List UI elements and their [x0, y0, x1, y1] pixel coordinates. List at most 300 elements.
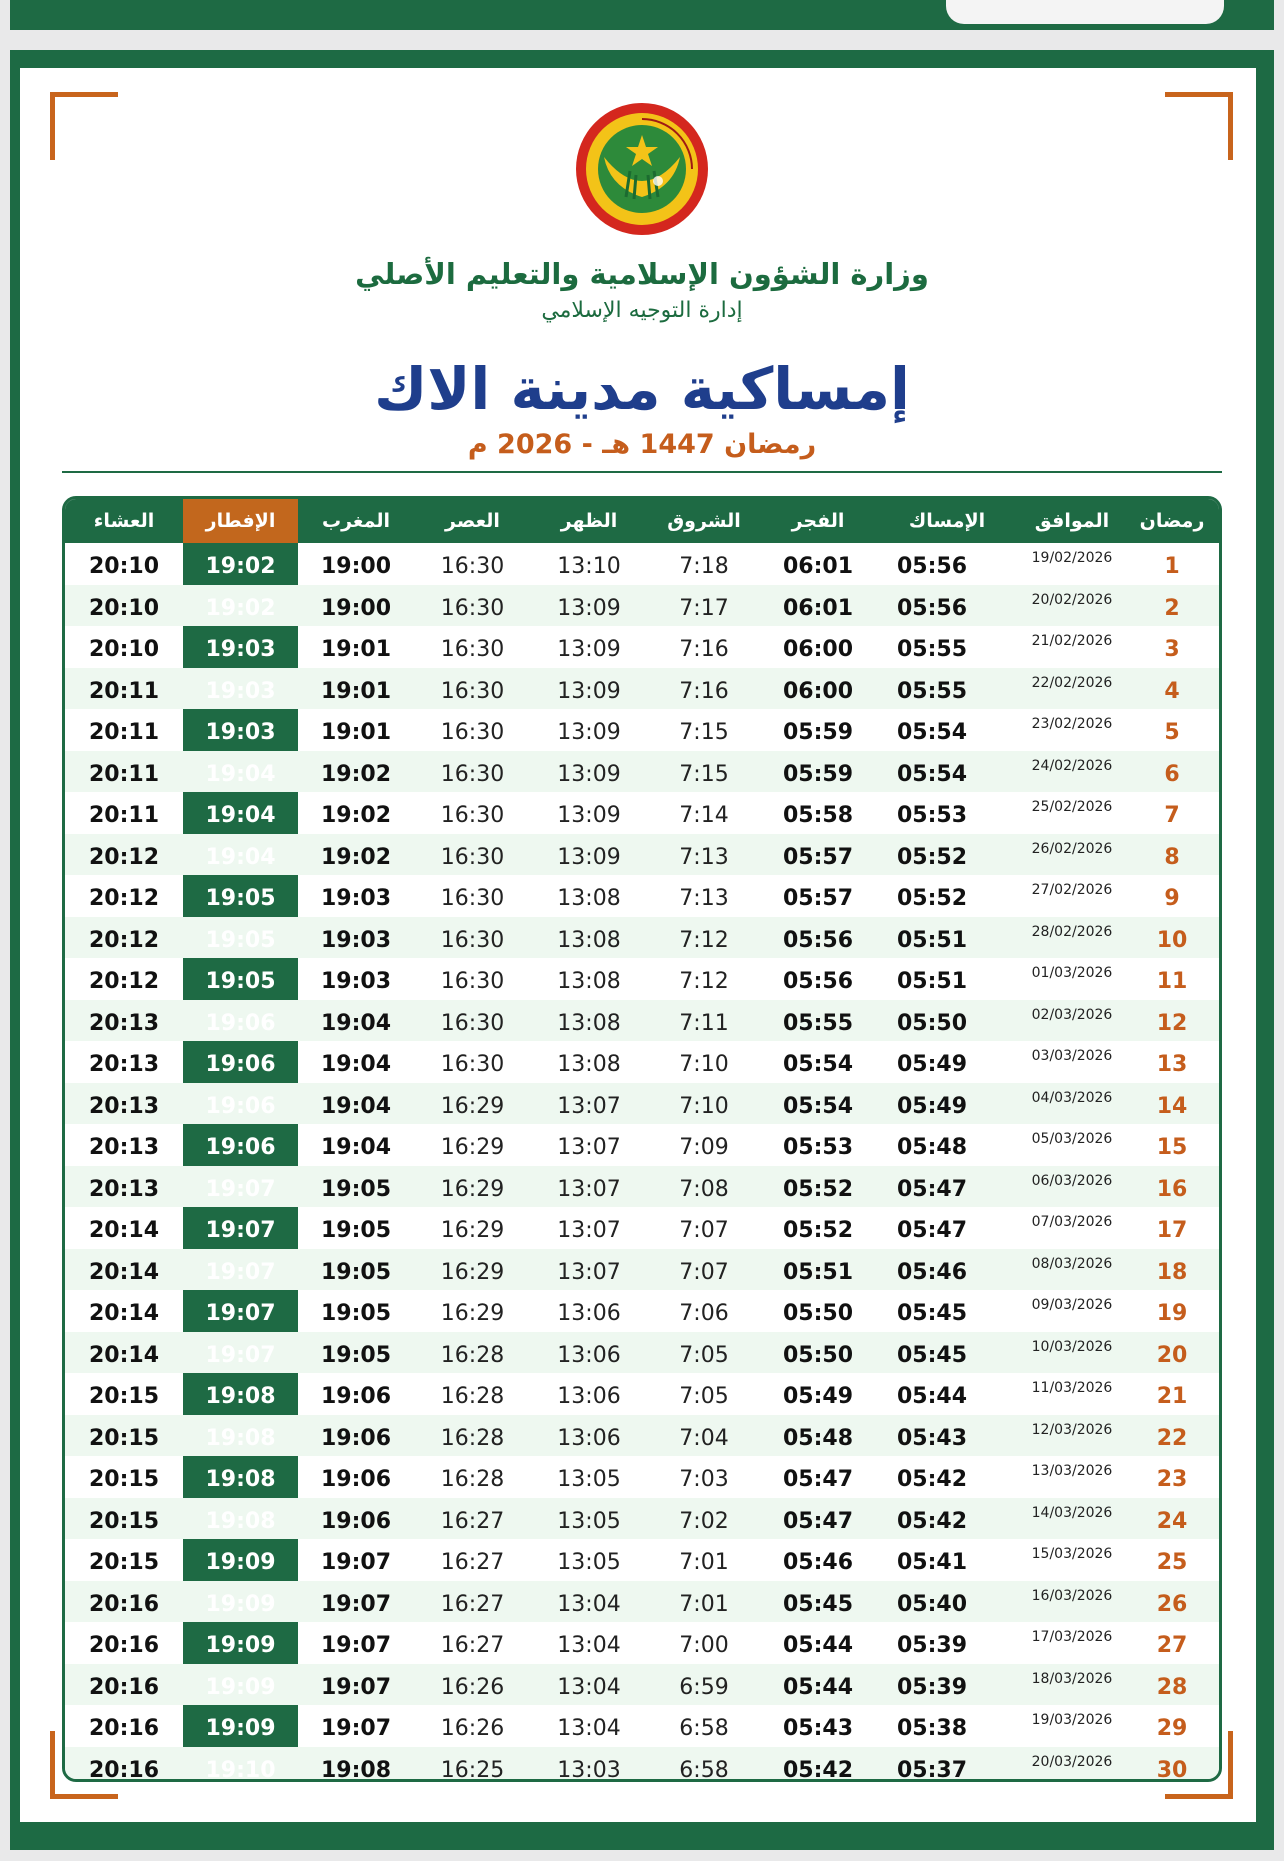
- cell-isha: 20:15: [88, 1550, 160, 1575]
- cell-iftar: 19:07: [205, 1259, 276, 1285]
- header-isha: العشاء: [93, 510, 155, 532]
- table-row: [65, 1373, 1219, 1415]
- cell-imsak: 05:38: [896, 1716, 968, 1741]
- cell-maghrib: 19:05: [320, 1218, 392, 1243]
- table-row: [65, 1456, 1219, 1498]
- cell-date: 21/02/2026: [1031, 633, 1113, 649]
- cell-isha: 20:16: [88, 1633, 160, 1658]
- cell-maghrib: 19:05: [320, 1176, 392, 1202]
- cell-fajr: 05:59: [782, 720, 854, 745]
- cell-date: 27/02/2026: [1031, 882, 1113, 898]
- cell-fajr: 05:56: [782, 969, 854, 994]
- cell-shuruq: 7:07: [679, 1218, 729, 1243]
- cell-fajr: 05:56: [782, 927, 854, 953]
- cell-iftar: 19:03: [205, 637, 276, 662]
- cell-fajr: 06:01: [782, 595, 854, 621]
- cell-isha: 20:16: [88, 1757, 160, 1782]
- cell-asr: 16:30: [440, 886, 505, 911]
- cell-imsak: 05:42: [896, 1467, 968, 1492]
- cell-iftar: 19:08: [205, 1425, 276, 1451]
- header-iftar: الإفطار: [183, 499, 298, 543]
- cell-date: 10/03/2026: [1031, 1338, 1113, 1355]
- cell-maghrib: 19:06: [320, 1384, 392, 1409]
- cell-date: 08/03/2026: [1031, 1255, 1113, 1272]
- cell-dhuhr: 13:09: [557, 637, 621, 662]
- cell-date: 12/03/2026: [1031, 1421, 1113, 1438]
- cell-fajr: 05:54: [782, 1093, 854, 1119]
- cell-shuruq: 7:10: [679, 1052, 729, 1077]
- cell-shuruq: 7:15: [679, 720, 729, 745]
- cell-maghrib: 19:04: [320, 1052, 392, 1077]
- cell-maghrib: 19:03: [320, 927, 392, 953]
- cell-maghrib: 19:07: [320, 1550, 392, 1575]
- cell-dhuhr: 13:04: [557, 1716, 621, 1741]
- cell-day: 14: [1156, 1093, 1188, 1119]
- cell-shuruq: 7:05: [679, 1342, 729, 1368]
- cell-asr: 16:30: [440, 844, 505, 870]
- cell-fajr: 05:50: [782, 1342, 854, 1368]
- cell-fajr: 05:47: [782, 1467, 854, 1492]
- cell-isha: 20:15: [88, 1425, 160, 1451]
- cell-date: 06/03/2026: [1031, 1172, 1113, 1189]
- cell-maghrib: 19:05: [320, 1342, 392, 1368]
- cell-dhuhr: 13:07: [557, 1093, 621, 1119]
- cell-shuruq: 7:11: [679, 1010, 729, 1036]
- cell-asr: 16:30: [440, 637, 505, 662]
- cell-asr: 16:27: [440, 1508, 505, 1534]
- table-row: [65, 585, 1219, 627]
- table-row: [65, 1166, 1219, 1208]
- cell-iftar: 19:09: [205, 1550, 276, 1575]
- cell-fajr: 05:44: [782, 1674, 854, 1700]
- cell-day: 18: [1156, 1259, 1188, 1285]
- cell-maghrib: 19:03: [320, 969, 392, 994]
- cell-isha: 20:10: [88, 637, 160, 662]
- cell-day: 23: [1156, 1467, 1188, 1492]
- cell-imsak: 05:51: [896, 969, 968, 994]
- table-row: [65, 1705, 1219, 1747]
- cell-asr: 16:27: [440, 1633, 505, 1658]
- cell-fajr: 05:54: [782, 1052, 854, 1077]
- table-row: [65, 709, 1219, 751]
- cell-day: 9: [1164, 886, 1180, 911]
- cell-date: 26/02/2026: [1031, 840, 1113, 857]
- cell-day: 2: [1164, 595, 1180, 621]
- cell-isha: 20:10: [88, 595, 160, 621]
- cell-shuruq: 7:01: [679, 1591, 729, 1617]
- timetable: [62, 496, 1222, 1782]
- cell-imsak: 05:42: [896, 1508, 968, 1534]
- cell-isha: 20:12: [88, 969, 160, 994]
- cell-asr: 16:29: [440, 1218, 505, 1243]
- cell-maghrib: 19:01: [320, 637, 392, 662]
- cell-dhuhr: 13:09: [557, 803, 621, 828]
- cell-fajr: 05:47: [782, 1508, 854, 1534]
- cell-asr: 16:30: [440, 803, 505, 828]
- table-row: [65, 1498, 1219, 1540]
- cell-asr: 16:30: [440, 720, 505, 745]
- table-row: [65, 958, 1219, 1000]
- cell-imsak: 05:50: [896, 1010, 968, 1036]
- cell-asr: 16:29: [440, 1259, 505, 1285]
- cell-iftar: 19:09: [205, 1633, 276, 1658]
- cell-dhuhr: 13:05: [557, 1550, 621, 1575]
- header-maghrib: المغرب: [321, 510, 391, 532]
- cell-date: 11/03/2026: [1031, 1380, 1113, 1396]
- cell-maghrib: 19:06: [320, 1425, 392, 1451]
- cell-asr: 16:30: [440, 927, 505, 953]
- table-header: [65, 499, 1219, 543]
- cell-maghrib: 19:07: [320, 1716, 392, 1741]
- cell-dhuhr: 13:04: [557, 1674, 621, 1700]
- cell-shuruq: 7:15: [679, 761, 729, 787]
- cell-asr: 16:29: [440, 1301, 505, 1326]
- cell-imsak: 05:47: [896, 1176, 968, 1202]
- cell-maghrib: 19:06: [320, 1508, 392, 1534]
- cell-day: 16: [1156, 1176, 1188, 1202]
- cell-maghrib: 19:08: [320, 1757, 392, 1782]
- header-dhuhr: الظهر: [560, 510, 618, 532]
- cell-iftar: 19:08: [205, 1508, 276, 1534]
- cell-imsak: 05:55: [896, 678, 968, 704]
- cell-shuruq: 7:16: [679, 678, 729, 704]
- cell-asr: 16:29: [440, 1093, 505, 1119]
- cell-imsak: 05:44: [896, 1384, 968, 1409]
- cell-day: 25: [1156, 1550, 1188, 1575]
- cell-dhuhr: 13:09: [557, 761, 621, 787]
- table-row: [65, 1000, 1219, 1042]
- cell-asr: 16:28: [440, 1467, 505, 1492]
- cell-shuruq: 7:13: [679, 844, 729, 870]
- cell-dhuhr: 13:10: [557, 554, 621, 579]
- cell-date: 15/03/2026: [1031, 1546, 1113, 1562]
- cell-isha: 20:16: [88, 1674, 160, 1700]
- cell-maghrib: 19:02: [320, 803, 392, 828]
- cell-imsak: 05:51: [896, 927, 968, 953]
- cell-fajr: 05:57: [782, 886, 854, 911]
- cell-dhuhr: 13:06: [557, 1384, 621, 1409]
- cell-day: 21: [1156, 1384, 1188, 1409]
- cell-day: 10: [1156, 927, 1188, 953]
- cell-day: 15: [1156, 1135, 1188, 1160]
- cell-dhuhr: 13:03: [557, 1757, 621, 1782]
- cell-shuruq: 7:18: [679, 554, 729, 579]
- cell-day: 1: [1164, 554, 1180, 579]
- cell-isha: 20:11: [88, 678, 160, 704]
- cell-iftar: 19:05: [205, 969, 276, 994]
- cell-isha: 20:12: [88, 927, 160, 953]
- top-strip: [0, 0, 1284, 30]
- cell-iftar: 19:06: [205, 1093, 276, 1119]
- cell-fajr: 05:52: [782, 1176, 854, 1202]
- cell-date: 28/02/2026: [1031, 923, 1113, 940]
- cell-dhuhr: 13:08: [557, 1010, 621, 1036]
- cell-isha: 20:13: [88, 1176, 160, 1202]
- table-row: [65, 668, 1219, 710]
- cell-asr: 16:30: [440, 969, 505, 994]
- cell-dhuhr: 13:08: [557, 1052, 621, 1077]
- cell-date: 07/03/2026: [1031, 1214, 1113, 1230]
- cell-date: 20/03/2026: [1031, 1753, 1113, 1770]
- cell-iftar: 19:06: [205, 1135, 276, 1160]
- cell-asr: 16:30: [440, 595, 505, 621]
- cell-maghrib: 19:05: [320, 1301, 392, 1326]
- cell-imsak: 05:39: [896, 1674, 968, 1700]
- cell-imsak: 05:49: [896, 1052, 968, 1077]
- cell-isha: 20:12: [88, 886, 160, 911]
- cell-imsak: 05:52: [896, 886, 968, 911]
- cell-day: 12: [1156, 1010, 1188, 1036]
- cell-maghrib: 19:04: [320, 1010, 392, 1036]
- cell-iftar: 19:07: [205, 1342, 276, 1368]
- cell-imsak: 05:53: [896, 803, 968, 828]
- cell-iftar: 19:07: [205, 1301, 276, 1326]
- cell-date: 04/03/2026: [1031, 1089, 1113, 1106]
- table-row: [65, 917, 1219, 959]
- cell-imsak: 05:55: [896, 637, 968, 662]
- cell-isha: 20:11: [88, 803, 160, 828]
- cell-imsak: 05:40: [896, 1591, 968, 1617]
- cell-imsak: 05:46: [896, 1259, 968, 1285]
- cell-day: 13: [1156, 1052, 1188, 1077]
- cell-iftar: 19:02: [205, 554, 276, 579]
- cell-maghrib: 19:00: [320, 595, 392, 621]
- top-pill: [946, 0, 1224, 24]
- cell-day: 20: [1156, 1342, 1188, 1368]
- cell-fajr: 06:00: [782, 678, 854, 704]
- cell-isha: 20:13: [88, 1010, 160, 1036]
- cell-isha: 20:13: [88, 1135, 160, 1160]
- cell-imsak: 05:45: [896, 1342, 968, 1368]
- cell-shuruq: 7:00: [679, 1633, 729, 1658]
- cell-shuruq: 6:58: [679, 1716, 729, 1741]
- cell-imsak: 05:56: [896, 595, 968, 621]
- cell-asr: 16:28: [440, 1425, 505, 1451]
- cell-shuruq: 7:06: [679, 1301, 729, 1326]
- cell-shuruq: 7:08: [679, 1176, 729, 1202]
- cell-iftar: 19:02: [205, 595, 276, 621]
- cell-shuruq: 7:07: [679, 1259, 729, 1285]
- table-row: [65, 1664, 1219, 1706]
- cell-fajr: 05:57: [782, 844, 854, 870]
- cell-isha: 20:11: [88, 761, 160, 787]
- cell-imsak: 05:52: [896, 844, 968, 870]
- cell-fajr: 05:50: [782, 1301, 854, 1326]
- cell-imsak: 05:48: [896, 1135, 968, 1160]
- cell-imsak: 05:41: [896, 1550, 968, 1575]
- header-asr: العصر: [445, 510, 500, 532]
- cell-maghrib: 19:07: [320, 1674, 392, 1700]
- cell-dhuhr: 13:07: [557, 1218, 621, 1243]
- cell-iftar: 19:06: [205, 1010, 276, 1036]
- table-row: [65, 792, 1219, 834]
- cell-day: 17: [1156, 1218, 1188, 1243]
- cell-imsak: 05:56: [896, 554, 968, 579]
- cell-shuruq: 6:58: [679, 1757, 729, 1782]
- cell-imsak: 05:37: [896, 1757, 968, 1782]
- cell-day: 28: [1156, 1674, 1188, 1700]
- cell-shuruq: 6:59: [679, 1674, 729, 1700]
- cell-dhuhr: 13:08: [557, 927, 621, 953]
- cell-asr: 16:30: [440, 761, 505, 787]
- cell-asr: 16:26: [440, 1716, 505, 1741]
- table-row: [65, 1124, 1219, 1166]
- cell-asr: 16:30: [440, 678, 505, 704]
- header-fajr: الفجر: [791, 510, 845, 532]
- cell-day: 22: [1156, 1425, 1188, 1451]
- cell-date: 01/03/2026: [1031, 965, 1113, 981]
- cell-maghrib: 19:02: [320, 844, 392, 870]
- cell-fajr: 05:51: [782, 1259, 854, 1285]
- cell-date: 25/02/2026: [1031, 799, 1113, 815]
- cell-day: 4: [1164, 678, 1180, 704]
- cell-fajr: 05:42: [782, 1757, 854, 1782]
- cell-dhuhr: 13:08: [557, 969, 621, 994]
- cell-shuruq: 7:12: [679, 969, 729, 994]
- cell-date: 02/03/2026: [1031, 1006, 1113, 1023]
- cell-maghrib: 19:07: [320, 1591, 392, 1617]
- cell-dhuhr: 13:09: [557, 844, 621, 870]
- cell-shuruq: 7:02: [679, 1508, 729, 1534]
- cell-iftar: 19:09: [205, 1591, 276, 1617]
- cell-dhuhr: 13:04: [557, 1633, 621, 1658]
- table-row: [65, 1207, 1219, 1249]
- cell-maghrib: 19:00: [320, 554, 392, 579]
- cell-maghrib: 19:01: [320, 720, 392, 745]
- cell-date: 24/02/2026: [1031, 757, 1113, 774]
- cell-asr: 16:27: [440, 1591, 505, 1617]
- cell-iftar: 19:09: [205, 1716, 276, 1741]
- cell-asr: 16:29: [440, 1135, 505, 1160]
- cell-fajr: 05:44: [782, 1633, 854, 1658]
- cell-fajr: 06:01: [782, 554, 854, 579]
- cell-iftar: 19:07: [205, 1218, 276, 1243]
- cell-fajr: 05:43: [782, 1716, 854, 1741]
- cell-shuruq: 7:14: [679, 803, 729, 828]
- cell-asr: 16:30: [440, 1052, 505, 1077]
- table-row: [65, 834, 1219, 876]
- cell-date: 19/03/2026: [1031, 1712, 1113, 1728]
- cell-maghrib: 19:06: [320, 1467, 392, 1492]
- table-row: [65, 751, 1219, 793]
- cell-dhuhr: 13:09: [557, 720, 621, 745]
- cell-fajr: 05:55: [782, 1010, 854, 1036]
- cell-shuruq: 7:03: [679, 1467, 729, 1492]
- cell-imsak: 05:54: [896, 720, 968, 745]
- table-row: [65, 1332, 1219, 1374]
- cell-date: 17/03/2026: [1031, 1629, 1113, 1645]
- cell-iftar: 19:03: [205, 720, 276, 745]
- national-emblem-icon: [574, 101, 710, 237]
- cell-shuruq: 7:16: [679, 637, 729, 662]
- cell-maghrib: 19:04: [320, 1135, 392, 1160]
- cell-asr: 16:26: [440, 1674, 505, 1700]
- cell-asr: 16:29: [440, 1176, 505, 1202]
- cell-dhuhr: 13:06: [557, 1342, 621, 1368]
- cell-imsak: 05:49: [896, 1093, 968, 1119]
- cell-fajr: 05:52: [782, 1218, 854, 1243]
- cell-iftar: 19:08: [205, 1384, 276, 1409]
- cell-iftar: 19:04: [205, 844, 276, 870]
- table-row: [65, 626, 1219, 668]
- cell-dhuhr: 13:09: [557, 678, 621, 704]
- cell-imsak: 05:54: [896, 761, 968, 787]
- cell-asr: 16:27: [440, 1550, 505, 1575]
- cell-iftar: 19:04: [205, 803, 276, 828]
- cell-shuruq: 7:13: [679, 886, 729, 911]
- table-row: [65, 1415, 1219, 1457]
- cell-day: 7: [1164, 803, 1180, 828]
- cell-day: 19: [1156, 1301, 1188, 1326]
- corner-ornament-top-right: [1165, 92, 1233, 160]
- cell-maghrib: 19:05: [320, 1259, 392, 1285]
- ministry-name: وزارة الشؤون الإسلامية والتعليم الأصلي: [355, 257, 929, 291]
- cell-asr: 16:30: [440, 554, 505, 579]
- table-row: [65, 1622, 1219, 1664]
- cell-dhuhr: 13:07: [557, 1135, 621, 1160]
- cell-fajr: 05:53: [782, 1135, 854, 1160]
- cell-date: 23/02/2026: [1031, 716, 1113, 732]
- cell-dhuhr: 13:04: [557, 1591, 621, 1617]
- cell-shuruq: 7:10: [679, 1093, 729, 1119]
- cell-fajr: 05:48: [782, 1425, 854, 1451]
- cell-imsak: 05:39: [896, 1633, 968, 1658]
- cell-day: 5: [1164, 720, 1180, 745]
- page-title: إمساكية مدينة الاك: [374, 355, 910, 423]
- cell-shuruq: 7:01: [679, 1550, 729, 1575]
- table-row: [65, 875, 1219, 917]
- divider: [62, 471, 1222, 473]
- cell-date: 05/03/2026: [1031, 1131, 1113, 1147]
- cell-dhuhr: 13:05: [557, 1508, 621, 1534]
- cell-date: 18/03/2026: [1031, 1670, 1113, 1687]
- cell-dhuhr: 13:09: [557, 595, 621, 621]
- cell-iftar: 19:04: [205, 761, 276, 787]
- table-row: [65, 1249, 1219, 1291]
- cell-isha: 20:16: [88, 1716, 160, 1741]
- cell-isha: 20:11: [88, 720, 160, 745]
- cell-fajr: 06:00: [782, 637, 854, 662]
- cell-asr: 16:28: [440, 1342, 505, 1368]
- cell-dhuhr: 13:05: [557, 1467, 621, 1492]
- cell-date: 03/03/2026: [1031, 1048, 1113, 1064]
- department-name: إدارة التوجيه الإسلامي: [541, 298, 743, 323]
- header-imsak: الإمساك: [908, 510, 986, 532]
- cell-shuruq: 7:09: [679, 1135, 729, 1160]
- page-subtitle: رمضان 1447 هـ - 2026 م: [467, 429, 817, 460]
- table-row: [65, 543, 1219, 585]
- cell-dhuhr: 13:08: [557, 886, 621, 911]
- cell-dhuhr: 13:06: [557, 1425, 621, 1451]
- cell-fajr: 05:45: [782, 1591, 854, 1617]
- header-date: الموافق: [1034, 510, 1110, 532]
- table-row: [65, 1290, 1219, 1332]
- cell-day: 30: [1156, 1757, 1188, 1782]
- cell-maghrib: 19:02: [320, 761, 392, 787]
- cell-day: 24: [1156, 1508, 1188, 1534]
- cell-iftar: 19:03: [205, 678, 276, 704]
- table-row: [65, 1041, 1219, 1083]
- table-row: [65, 1581, 1219, 1623]
- header-shuruq: الشروق: [667, 510, 741, 532]
- corner-ornament-top-left: [50, 92, 118, 160]
- cell-isha: 20:12: [88, 844, 160, 870]
- cell-iftar: 19:06: [205, 1052, 276, 1077]
- cell-dhuhr: 13:06: [557, 1301, 621, 1326]
- table-row: [65, 1083, 1219, 1125]
- cell-imsak: 05:43: [896, 1425, 968, 1451]
- cell-date: 19/02/2026: [1031, 550, 1113, 566]
